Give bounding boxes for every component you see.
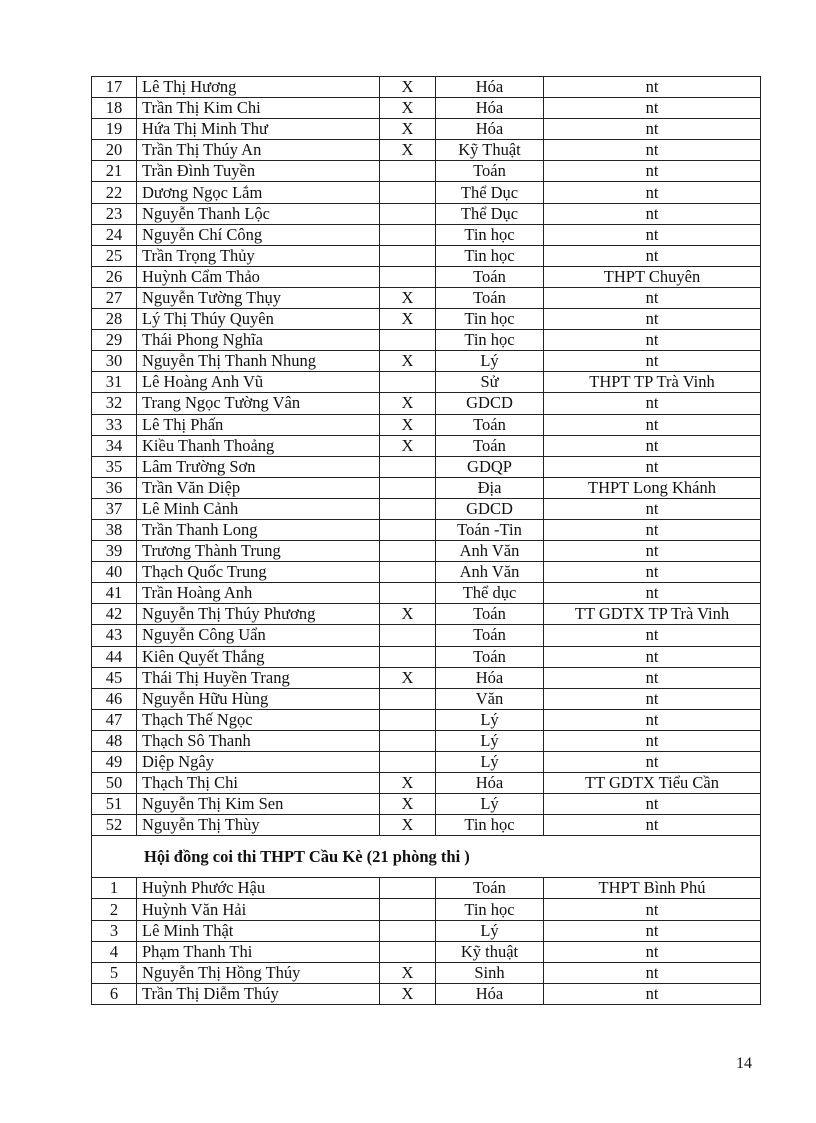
subject: Lý (436, 730, 544, 751)
subject: Thể Dục (436, 182, 544, 203)
row-number: 21 (92, 161, 137, 182)
row-number: 30 (92, 351, 137, 372)
table-row (92, 351, 761, 372)
table-row (92, 245, 761, 266)
teacher-name: Nguyễn Thị Thanh Nhung (137, 351, 380, 372)
teacher-name: Huỳnh Phước Hậu (137, 878, 380, 899)
table-row (92, 941, 761, 962)
table-row (92, 414, 761, 435)
table-row (92, 667, 761, 688)
table-row (92, 498, 761, 519)
female-mark: X (380, 815, 436, 836)
teacher-name: Kiều Thanh Thoảng (137, 435, 380, 456)
section-row (92, 836, 761, 878)
subject: Tin học (436, 899, 544, 920)
table-row (92, 77, 761, 98)
school-name: nt (544, 519, 761, 540)
teacher-name: Nguyễn Hữu Hùng (137, 688, 380, 709)
row-number: 50 (92, 773, 137, 794)
table-row (92, 646, 761, 667)
table-row (92, 519, 761, 540)
row-number: 32 (92, 393, 137, 414)
school-name: nt (544, 941, 761, 962)
table-row (92, 562, 761, 583)
row-number: 23 (92, 203, 137, 224)
teacher-name: Dương Ngọc Lắm (137, 182, 380, 203)
female-mark (380, 224, 436, 245)
row-number: 39 (92, 541, 137, 562)
teacher-name: Trương Thành Trung (137, 541, 380, 562)
female-mark (380, 878, 436, 899)
school-name: nt (544, 330, 761, 351)
teacher-name: Nguyễn Thanh Lộc (137, 203, 380, 224)
female-mark (380, 498, 436, 519)
female-mark: X (380, 983, 436, 1004)
female-mark: X (380, 287, 436, 308)
row-number: 28 (92, 309, 137, 330)
female-mark (380, 203, 436, 224)
school-name: nt (544, 245, 761, 266)
school-name: nt (544, 752, 761, 773)
female-mark (380, 372, 436, 393)
table-row (92, 161, 761, 182)
row-number: 40 (92, 562, 137, 583)
teacher-name: Thái Thị Huyền Trang (137, 667, 380, 688)
proctor-table-top (92, 77, 761, 836)
school-name: nt (544, 351, 761, 372)
school-name: nt (544, 98, 761, 119)
teacher-name: Phạm Thanh Thi (137, 941, 380, 962)
teacher-name: Diệp Ngây (137, 752, 380, 773)
subject: Toán (436, 414, 544, 435)
row-number: 49 (92, 752, 137, 773)
row-number: 42 (92, 604, 137, 625)
female-mark (380, 941, 436, 962)
subject: Lý (436, 794, 544, 815)
row-number: 35 (92, 456, 137, 477)
subject: Lý (436, 920, 544, 941)
table-row (92, 773, 761, 794)
row-number: 4 (92, 941, 137, 962)
female-mark: X (380, 309, 436, 330)
teacher-name: Trần Thị Thúy An (137, 140, 380, 161)
row-number: 20 (92, 140, 137, 161)
table-row (92, 224, 761, 245)
school-name: nt (544, 119, 761, 140)
row-number: 29 (92, 330, 137, 351)
female-mark: X (380, 667, 436, 688)
subject: Kỹ thuật (436, 941, 544, 962)
row-number: 25 (92, 245, 137, 266)
teacher-name: Trang Ngọc Tường Vân (137, 393, 380, 414)
female-mark (380, 583, 436, 604)
subject: Tin học (436, 815, 544, 836)
subject: Hóa (436, 667, 544, 688)
school-name: nt (544, 899, 761, 920)
female-mark: X (380, 393, 436, 414)
table-row (92, 182, 761, 203)
table-row (92, 752, 761, 773)
school-name: nt (544, 815, 761, 836)
table-row (92, 794, 761, 815)
female-mark (380, 562, 436, 583)
teacher-name: Thạch Thế Ngọc (137, 709, 380, 730)
teacher-name: Trần Thị Diễm Thúy (137, 983, 380, 1004)
female-mark (380, 899, 436, 920)
table-row (92, 330, 761, 351)
subject: Hóa (436, 119, 544, 140)
school-name: nt (544, 77, 761, 98)
subject: Tin học (436, 330, 544, 351)
table-row (92, 878, 761, 899)
school-name: nt (544, 794, 761, 815)
table-row (92, 583, 761, 604)
row-number: 5 (92, 962, 137, 983)
subject: Anh Văn (436, 541, 544, 562)
row-number: 24 (92, 224, 137, 245)
teacher-name: Nguyễn Công Uẩn (137, 625, 380, 646)
row-number: 17 (92, 77, 137, 98)
subject: Hóa (436, 773, 544, 794)
row-number: 52 (92, 815, 137, 836)
subject: Toán (436, 161, 544, 182)
school-name: THPT Bình Phú (544, 878, 761, 899)
row-number: 27 (92, 287, 137, 308)
subject: Thể Dục (436, 203, 544, 224)
table-row (92, 541, 761, 562)
table-row (92, 203, 761, 224)
school-name: nt (544, 688, 761, 709)
school-name: nt (544, 646, 761, 667)
school-name: TT GDTX TP Trà Vinh (544, 604, 761, 625)
subject: Tin học (436, 224, 544, 245)
female-mark (380, 709, 436, 730)
female-mark (380, 541, 436, 562)
row-number: 38 (92, 519, 137, 540)
teacher-name: Kiên Quyết Thắng (137, 646, 380, 667)
row-number: 2 (92, 899, 137, 920)
school-name: THPT TP Trà Vinh (544, 372, 761, 393)
teacher-name: Lâm Trường Sơn (137, 456, 380, 477)
table-row (92, 287, 761, 308)
female-mark (380, 646, 436, 667)
row-number: 18 (92, 98, 137, 119)
subject: Toán (436, 646, 544, 667)
teacher-name: Thạch Thị Chi (137, 773, 380, 794)
subject: Kỹ Thuật (436, 140, 544, 161)
female-mark: X (380, 77, 436, 98)
table-row (92, 604, 761, 625)
female-mark (380, 730, 436, 751)
teacher-name: Trần Văn Diệp (137, 477, 380, 498)
subject: Toán (436, 435, 544, 456)
teacher-name: Lê Minh Cảnh (137, 498, 380, 519)
school-name: nt (544, 983, 761, 1004)
subject: Anh Văn (436, 562, 544, 583)
row-number: 51 (92, 794, 137, 815)
table-row (92, 899, 761, 920)
subject: Toán (436, 604, 544, 625)
table-row (92, 266, 761, 287)
subject: Lý (436, 709, 544, 730)
teacher-name: Trần Hoàng Anh (137, 583, 380, 604)
table-row (92, 98, 761, 119)
table-row (92, 983, 761, 1004)
school-name: nt (544, 414, 761, 435)
subject: Thể dục (436, 583, 544, 604)
teacher-name: Lê Thị Phấn (137, 414, 380, 435)
subject: Toán (436, 625, 544, 646)
female-mark: X (380, 604, 436, 625)
school-name: nt (544, 562, 761, 583)
subject: Toán (436, 266, 544, 287)
table-row (92, 372, 761, 393)
table-row (92, 140, 761, 161)
proctor-table-bottom (92, 878, 761, 1005)
teacher-name: Nguyễn Thị Thùy (137, 815, 380, 836)
table-row (92, 920, 761, 941)
table-row (92, 815, 761, 836)
row-number: 48 (92, 730, 137, 751)
school-name: nt (544, 182, 761, 203)
table-row (92, 688, 761, 709)
teacher-name: Trần Trọng Thủy (137, 245, 380, 266)
teacher-name: Thạch Quốc Trung (137, 562, 380, 583)
subject: Toán (436, 287, 544, 308)
teacher-name: Lý Thị Thúy Quyên (137, 309, 380, 330)
female-mark: X (380, 98, 436, 119)
school-name: nt (544, 920, 761, 941)
row-number: 26 (92, 266, 137, 287)
female-mark (380, 245, 436, 266)
teacher-name: Nguyễn Thị Hồng Thúy (137, 962, 380, 983)
school-name: TT GDTX Tiểu Cần (544, 773, 761, 794)
school-name: nt (544, 583, 761, 604)
school-name: nt (544, 224, 761, 245)
female-mark (380, 519, 436, 540)
table-row (92, 456, 761, 477)
school-name: THPT Long Khánh (544, 477, 761, 498)
female-mark (380, 920, 436, 941)
row-number: 36 (92, 477, 137, 498)
female-mark (380, 330, 436, 351)
row-number: 33 (92, 414, 137, 435)
teacher-name: Thái Phong Nghĩa (137, 330, 380, 351)
table-row (92, 119, 761, 140)
row-number: 37 (92, 498, 137, 519)
subject: Hóa (436, 98, 544, 119)
table-row (92, 962, 761, 983)
table-row (92, 309, 761, 330)
school-name: THPT Chuyên (544, 266, 761, 287)
female-mark: X (380, 351, 436, 372)
school-name: nt (544, 435, 761, 456)
school-name: nt (544, 161, 761, 182)
row-number: 6 (92, 983, 137, 1004)
female-mark: X (380, 435, 436, 456)
subject: GDCD (436, 498, 544, 519)
subject: Toán (436, 878, 544, 899)
teacher-name: Nguyễn Chí Công (137, 224, 380, 245)
female-mark: X (380, 794, 436, 815)
row-number: 19 (92, 119, 137, 140)
row-number: 47 (92, 709, 137, 730)
subject: Văn (436, 688, 544, 709)
table-row (92, 435, 761, 456)
female-mark: X (380, 119, 436, 140)
school-name: nt (544, 625, 761, 646)
school-name: nt (544, 456, 761, 477)
subject: Hóa (436, 77, 544, 98)
proctor-table (91, 76, 761, 1005)
row-number: 1 (92, 878, 137, 899)
row-number: 41 (92, 583, 137, 604)
subject: GDCD (436, 393, 544, 414)
row-number: 22 (92, 182, 137, 203)
female-mark (380, 477, 436, 498)
teacher-name: Nguyễn Tường Thụy (137, 287, 380, 308)
female-mark: X (380, 773, 436, 794)
row-number: 46 (92, 688, 137, 709)
school-name: nt (544, 203, 761, 224)
school-name: nt (544, 498, 761, 519)
teacher-name: Hứa Thị Minh Thư (137, 119, 380, 140)
row-number: 31 (92, 372, 137, 393)
teacher-name: Lê Thị Hương (137, 77, 380, 98)
page-number: 14 (736, 1055, 752, 1072)
subject: Sử (436, 372, 544, 393)
teacher-name: Trần Đình Tuyền (137, 161, 380, 182)
subject: Toán -Tin (436, 519, 544, 540)
female-mark (380, 161, 436, 182)
school-name: nt (544, 709, 761, 730)
school-name: nt (544, 393, 761, 414)
subject: Tin học (436, 309, 544, 330)
subject: Địa (436, 477, 544, 498)
teacher-name: Thạch Sô Thanh (137, 730, 380, 751)
teacher-name: Trần Thanh Long (137, 519, 380, 540)
row-number: 45 (92, 667, 137, 688)
table-row (92, 709, 761, 730)
subject: Lý (436, 351, 544, 372)
school-name: nt (544, 962, 761, 983)
subject: Sinh (436, 962, 544, 983)
table-row (92, 393, 761, 414)
teacher-name: Lê Hoàng Anh Vũ (137, 372, 380, 393)
subject: Tin học (436, 245, 544, 266)
table-row (92, 477, 761, 498)
subject: GDQP (436, 456, 544, 477)
subject: Hóa (436, 983, 544, 1004)
row-number: 44 (92, 646, 137, 667)
subject: Lý (436, 752, 544, 773)
teacher-name: Huỳnh Văn Hải (137, 899, 380, 920)
school-name: nt (544, 730, 761, 751)
female-mark: X (380, 140, 436, 161)
table-row (92, 730, 761, 751)
school-name: nt (544, 287, 761, 308)
school-name: nt (544, 140, 761, 161)
teacher-name: Nguyễn Thị Thúy Phương (137, 604, 380, 625)
row-number: 3 (92, 920, 137, 941)
teacher-name: Lê Minh Thật (137, 920, 380, 941)
school-name: nt (544, 667, 761, 688)
female-mark (380, 266, 436, 287)
teacher-name: Huỳnh Cẩm Thảo (137, 266, 380, 287)
school-name: nt (544, 309, 761, 330)
teacher-name: Trần Thị Kim Chi (137, 98, 380, 119)
row-number: 43 (92, 625, 137, 646)
female-mark: X (380, 414, 436, 435)
female-mark (380, 182, 436, 203)
female-mark (380, 688, 436, 709)
school-name: nt (544, 541, 761, 562)
row-number: 34 (92, 435, 137, 456)
table-row (92, 625, 761, 646)
section-header (92, 836, 761, 878)
female-mark: X (380, 962, 436, 983)
female-mark (380, 752, 436, 773)
section-title: Hội đồng coi thi THPT Cầu Kè (21 phòng thi ) (92, 836, 761, 878)
female-mark (380, 456, 436, 477)
teacher-name: Nguyễn Thị Kim Sen (137, 794, 380, 815)
female-mark (380, 625, 436, 646)
